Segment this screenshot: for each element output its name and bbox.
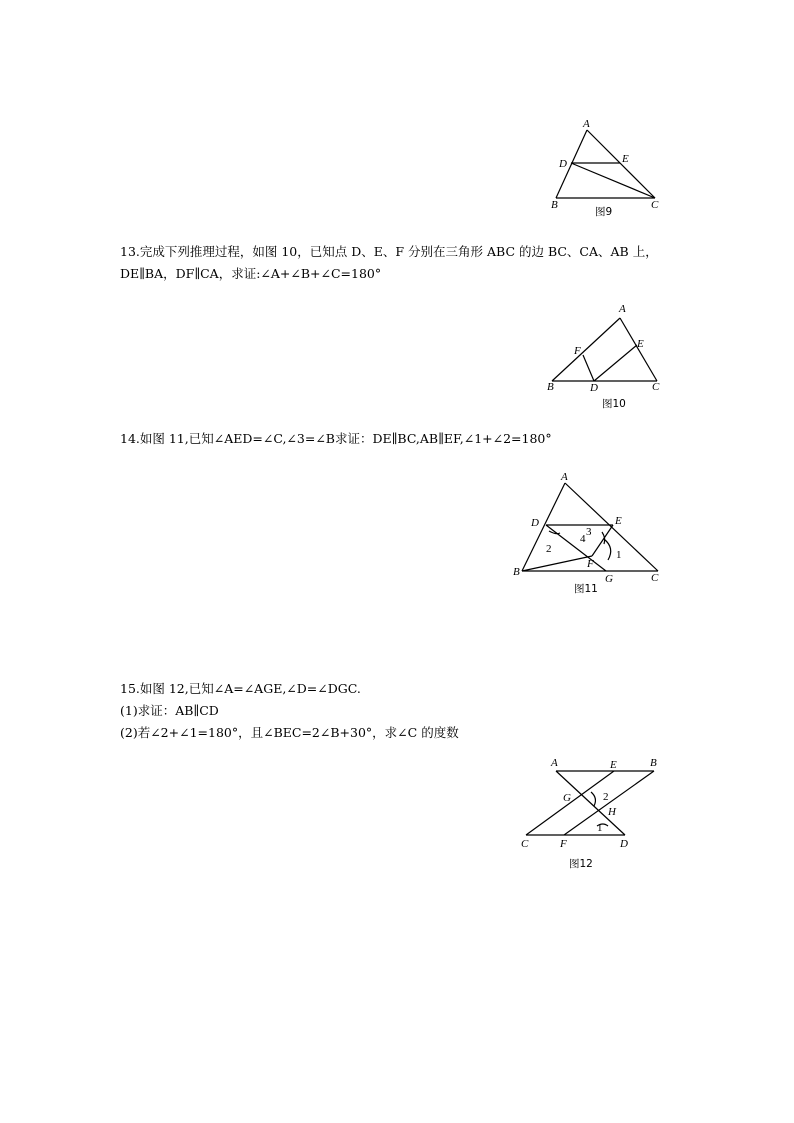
fig11-label-3: 3 <box>586 526 592 538</box>
fig12-label-c: C <box>521 838 529 850</box>
fig11-segment-ab <box>522 483 565 571</box>
fig11-label-a: A <box>561 471 568 483</box>
question-15-line-2: (1)求证：AB∥CD <box>120 703 219 718</box>
fig9-label-b: B <box>551 199 558 211</box>
question-13 <box>120 241 658 285</box>
fig11-label-f: F <box>587 558 594 570</box>
question-13-line-2: DE∥BA，DF∥CA，求证:∠A+∠B+∠C=180° <box>120 266 382 281</box>
figure-12 <box>515 752 665 874</box>
fig12-label-b: B <box>650 757 657 769</box>
fig11-label-c: C <box>651 572 659 584</box>
fig12-segment-bf <box>564 771 654 835</box>
fig9-label-a: A <box>583 118 590 130</box>
fig11-label-b: B <box>513 566 520 578</box>
fig9-segment-ac <box>587 130 655 198</box>
fig12-label-2: 2 <box>603 791 609 803</box>
question-13-line-1: 13.完成下列推理过程，如图 10，已知点 D、E、F 分别在三角形 ABC 的边 BC、CA、AB 上， <box>120 244 658 259</box>
question-14 <box>120 428 552 450</box>
fig10-segment-ab <box>552 318 620 381</box>
fig11-label-4: 4 <box>580 533 586 545</box>
fig11-caption: 图11 <box>574 583 598 595</box>
fig9-label-d: D <box>559 158 567 170</box>
fig11-label-d: D <box>531 517 539 529</box>
fig11-label-g: G <box>605 573 613 585</box>
question-15-line-1: 15.如图 12,已知∠A=∠AGE,∠D=∠DGC. <box>120 681 361 696</box>
fig10-segment-df <box>583 355 594 381</box>
fig12-caption: 图12 <box>569 858 593 870</box>
fig11-segment-ef <box>592 525 613 556</box>
fig11-arc-3 <box>602 532 605 544</box>
question-14-line-1: 14.如图 11,已知∠AED=∠C,∠3=∠B求证：DE∥BC,AB∥EF,∠1+∠2=180° <box>120 431 552 446</box>
figure-9 <box>540 110 670 225</box>
fig12-label-g: G <box>563 792 571 804</box>
fig10-label-e: E <box>637 338 644 350</box>
fig10-label-f: F <box>574 345 581 357</box>
figure-10 <box>540 295 670 415</box>
fig9-caption: 图9 <box>595 206 613 218</box>
fig12-label-a: A <box>551 757 558 769</box>
fig11-label-e: E <box>615 515 622 527</box>
fig11-segment-bf <box>522 556 592 571</box>
fig12-label-1: 1 <box>597 822 603 834</box>
fig10-label-d: D <box>590 382 598 394</box>
fig12-label-d: D <box>620 838 628 850</box>
fig11-label-2: 2 <box>546 543 552 555</box>
fig12-label-f: F <box>560 838 567 850</box>
figure-11 <box>505 465 675 600</box>
fig9-label-c: C <box>651 199 659 211</box>
fig12-label-h: H <box>608 806 616 818</box>
fig9-segment-dc <box>571 163 655 198</box>
fig10-segment-de <box>594 345 637 381</box>
fig11-label-1: 1 <box>616 549 622 561</box>
fig10-label-a: A <box>619 303 626 315</box>
question-15-line-3: (2)若∠2+∠1=180°，且∠BEC=2∠B+30°，求∠C 的度数 <box>120 725 459 740</box>
question-15 <box>120 678 459 744</box>
fig10-label-b: B <box>547 381 554 393</box>
fig10-caption: 图10 <box>602 398 626 410</box>
fig12-label-e: E <box>610 759 617 771</box>
fig10-label-c: C <box>652 381 660 393</box>
fig9-label-e: E <box>622 153 629 165</box>
